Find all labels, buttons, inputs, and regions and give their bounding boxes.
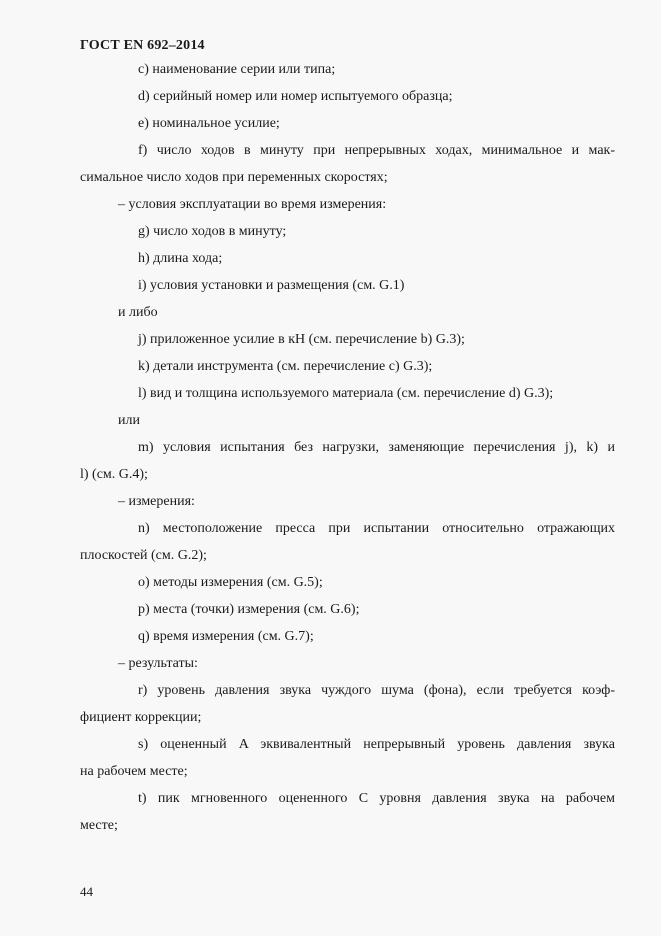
list-item-n-line1: n) местоположение пресса при испытании относительно отражающих <box>138 521 615 536</box>
list-item-r-line1: r) уровень давления звука чуждого шума (фона), если требуется коэф- <box>138 683 615 698</box>
list-item-t-line1: t) пик мгновенного оцененного C уровня давления звука на рабочем <box>138 791 615 806</box>
list-item-t-line2: месте; <box>80 818 118 833</box>
connector-or: или <box>118 413 140 428</box>
list-item-l: l) вид и толщина используемого материала (см. перечисление d) G.3); <box>138 386 554 401</box>
list-item-p: p) места (точки) измерения (см. G.6); <box>138 602 360 617</box>
list-item-f-line2: симальное число ходов при переменных скоростях; <box>80 170 388 185</box>
connector-either: и либо <box>118 305 158 320</box>
list-item-d: d) серийный номер или номер испытуемого образца; <box>138 89 453 104</box>
list-item-q: q) время измерения (см. G.7); <box>138 629 314 644</box>
list-item-n-line2: плоскостей (см. G.2); <box>80 548 207 563</box>
section-measurements: – измерения: <box>118 494 195 509</box>
list-item-f-line1: f) число ходов в минуту при непрерывных ходах, минимальное и мак- <box>138 143 615 158</box>
list-item-m-line2: l) (см. G.4); <box>80 467 148 482</box>
list-item-i: i) условия установки и размещения (см. G.1) <box>138 278 405 293</box>
list-item-m-line1: m) условия испытания без нагрузки, заменяющие перечисления j), k) и <box>138 440 615 455</box>
list-item-s-line2: на рабочем месте; <box>80 764 188 779</box>
section-results: – результаты: <box>118 656 198 671</box>
page-number: 44 <box>80 884 93 899</box>
list-item-k: k) детали инструмента (см. перечисление c) G.3); <box>138 359 433 374</box>
list-item-j: j) приложенное усилие в кН (см. перечисление b) G.3); <box>138 332 465 347</box>
list-item-e: e) номинальное усилие; <box>138 116 280 131</box>
document-body <box>80 56 615 839</box>
list-item-g: g) число ходов в минуту; <box>138 224 287 239</box>
list-item-r-line2: фициент коррекции; <box>80 710 202 725</box>
list-item-s-line1: s) оцененный A эквивалентный непрерывный уровень давления звука <box>138 737 615 752</box>
list-item-c: c) наименование серии или типа; <box>138 62 336 77</box>
document-header: ГОСТ EN 692–2014 <box>80 38 205 53</box>
list-item-h: h) длина хода; <box>138 251 223 266</box>
section-operating-conditions: – условия эксплуатации во время измерения: <box>118 197 387 212</box>
list-item-o: o) методы измерения (см. G.5); <box>138 575 323 590</box>
